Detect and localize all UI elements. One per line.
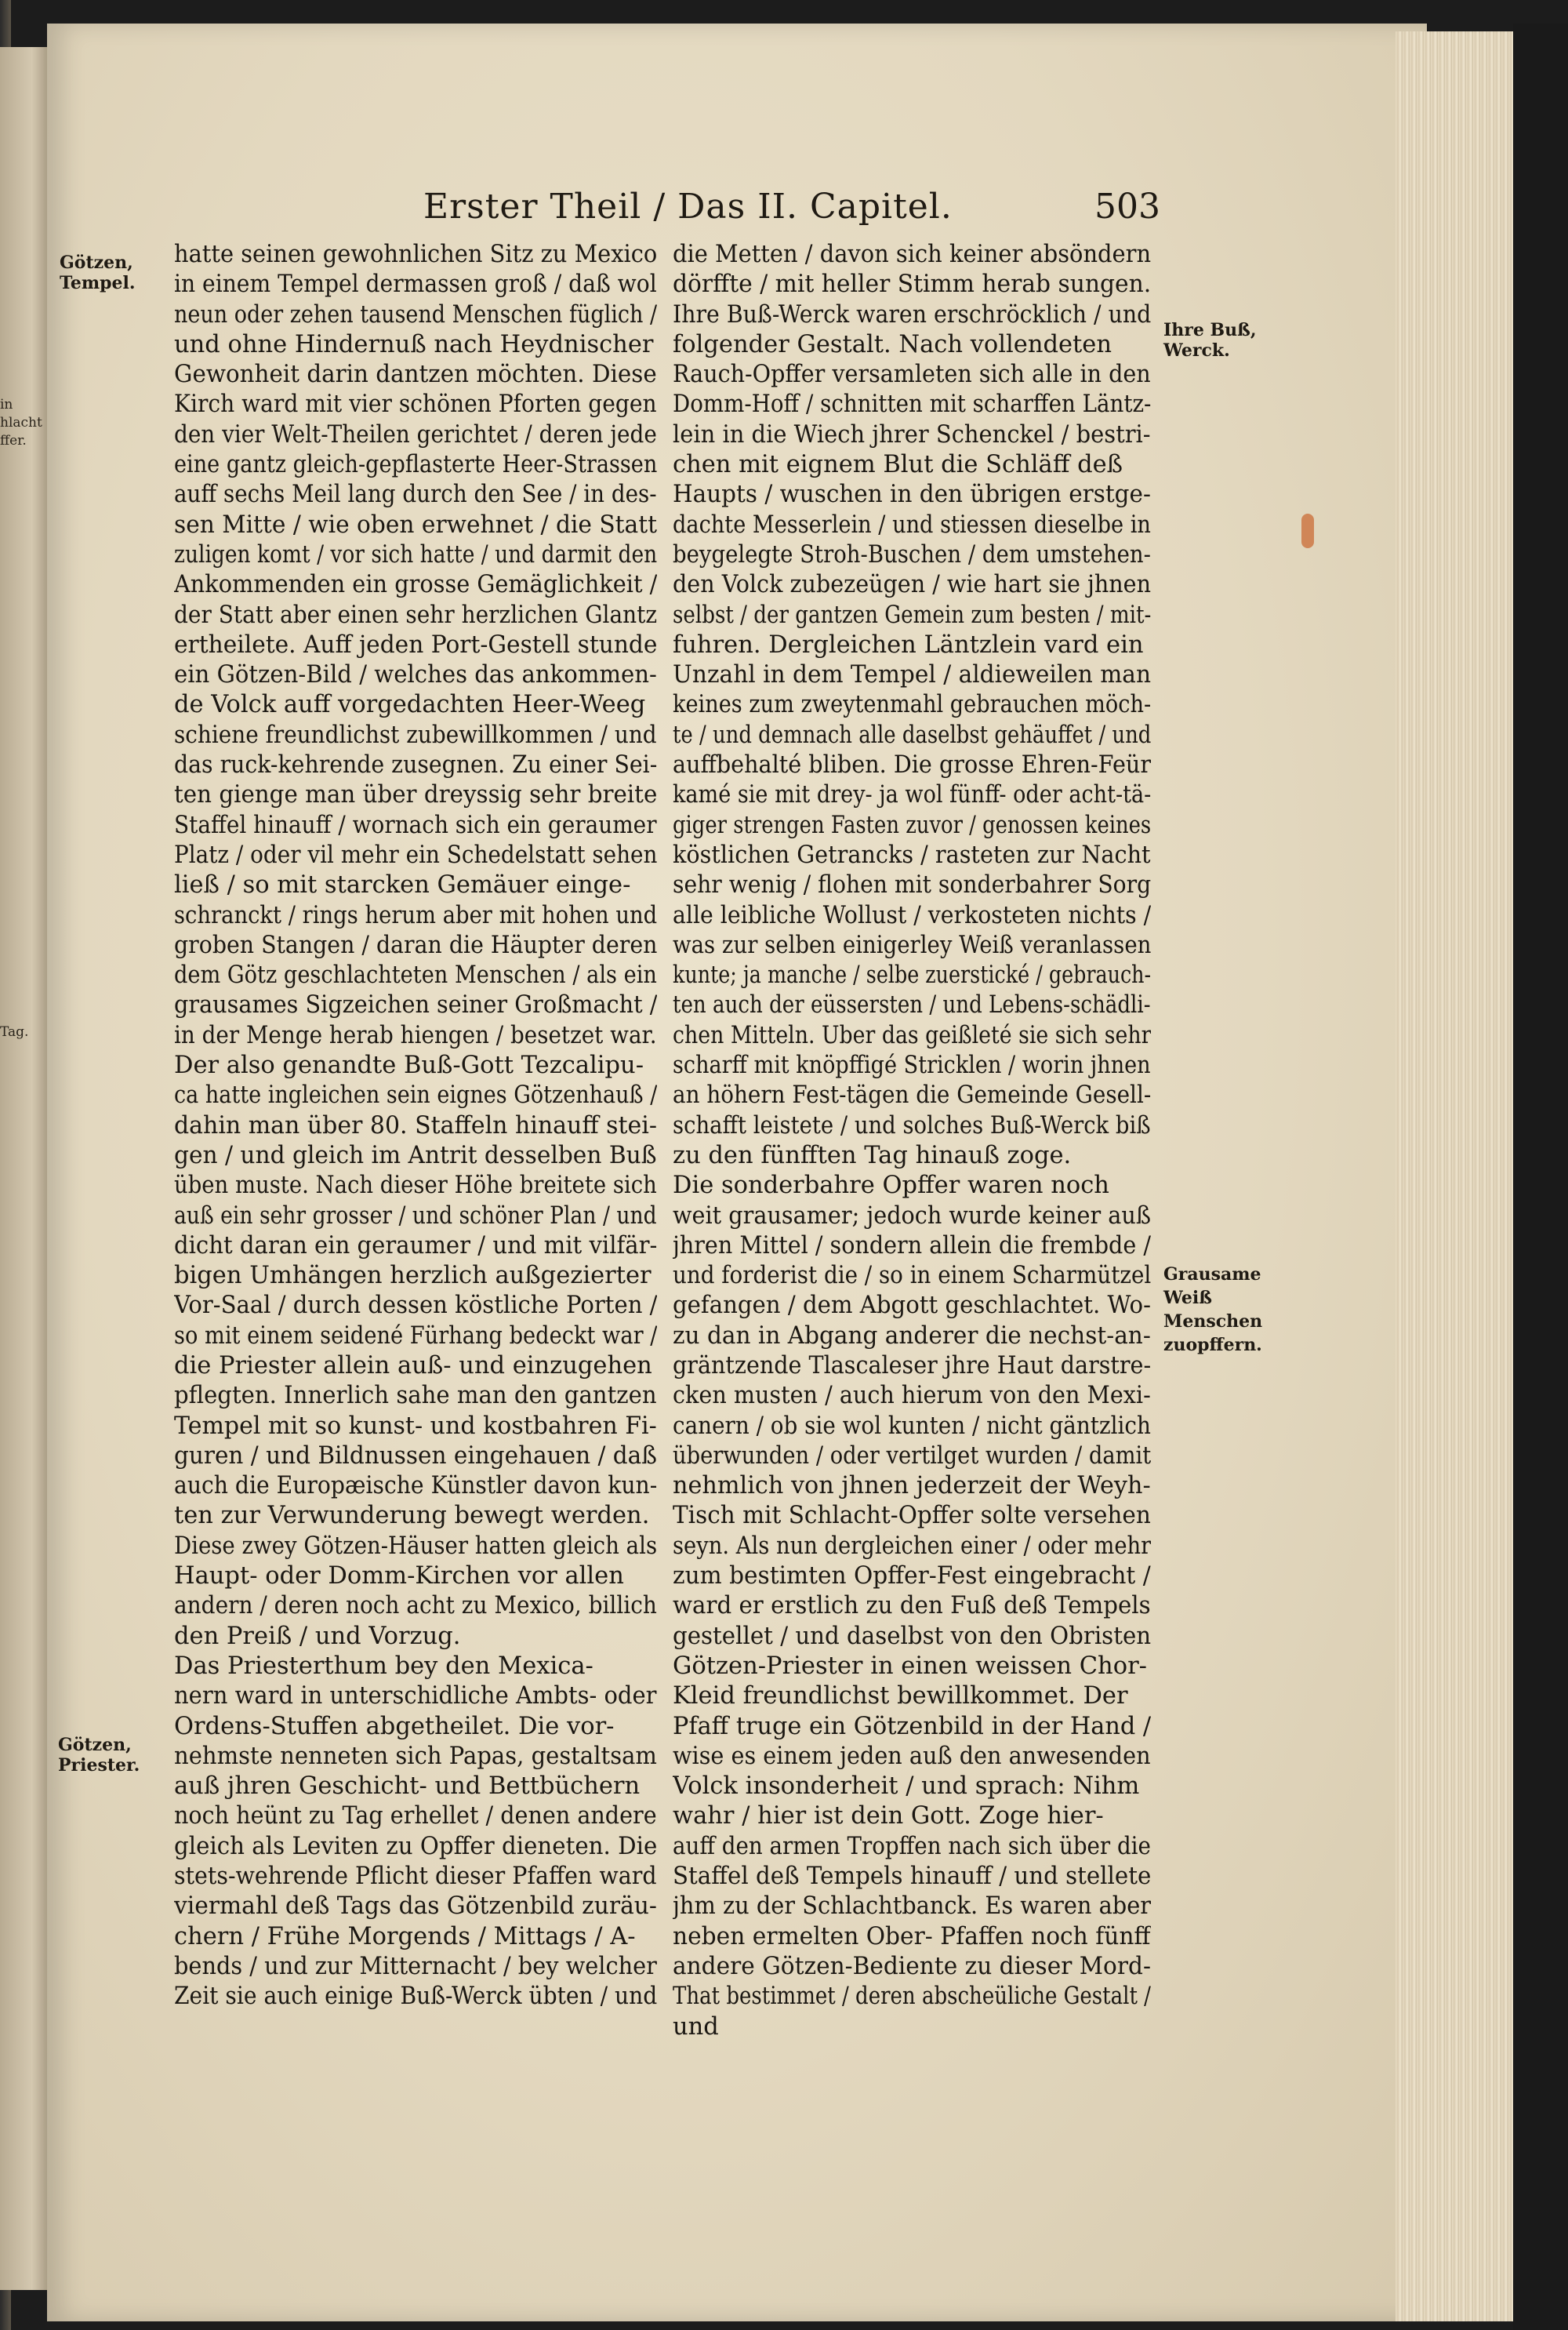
text-line: und <box>673 2012 719 2041</box>
left-text-column <box>174 240 657 2012</box>
text-line: ten auch der eüssersten / und Lebens-schädli- <box>673 991 1151 1020</box>
prev-margin-fragment: in <box>0 397 13 413</box>
text-line: den Preiß / und Vorzug. <box>174 1622 461 1650</box>
text-line: seyn. Als nun dergleichen einer / oder mehr <box>673 1532 1152 1560</box>
text-line: Zeit sie auch einige Buß-Werck übten / und <box>174 1983 658 2011</box>
text-line: auff den armen Tropffen nach sich über die <box>673 1832 1151 1860</box>
text-line: den vier Welt-Theilen gerichtet / deren jede <box>174 420 657 449</box>
background-shadow <box>1513 24 1568 2330</box>
text-line: hatte seinen gewohnlichen Sitz zu Mexico <box>174 241 657 268</box>
text-line: die Metten / davon sich keiner absöndern <box>673 241 1151 268</box>
text-line: in einem Tempel dermassen groß / daß wol <box>174 271 657 299</box>
margin-note-bußwerck: Ihre Buß, Werck. <box>1163 320 1257 361</box>
text-line: pflegten. Innerlich sahe man den gantzen <box>174 1382 657 1410</box>
text-line: Pfaff truge ein Götzenbild in der Hand / <box>673 1712 1152 1740</box>
page-stack-edge <box>1396 31 1515 2321</box>
text-line: lein in die Wiech jhrer Schenckel / bestri- <box>673 420 1151 449</box>
text-line: zu den fünfften Tag hinauß zoge. <box>673 1141 1072 1169</box>
text-line: Ihre Buß-Werck waren erschröcklich / und <box>673 300 1152 329</box>
text-line: te / und demnach alle daselbst gehäuffet / und <box>673 721 1152 749</box>
text-line: groben Stangen / daran die Häupter deren <box>174 931 657 959</box>
text-line: nehmste nenneten sich Papas, gestaltsam <box>174 1742 657 1770</box>
text-line: Gewonheit darin dantzen möchten. Diese <box>174 361 657 389</box>
text-line: dörffte / mit heller Stimm herab sungen. <box>673 271 1151 299</box>
previous-page-edge <box>0 47 53 2290</box>
text-line: Das Priesterthum bey den Mexica- <box>174 1652 593 1680</box>
text-line: Haupt- oder Domm-Kirchen vor allen <box>174 1562 624 1590</box>
text-line: kunte; ja manche / selbe zuerstické / gebrauch- <box>673 961 1152 990</box>
text-line: was zur selben einigerley Weiß veranlassen <box>673 931 1151 959</box>
text-line: zum bestimten Opffer-Fest eingebracht / <box>673 1562 1151 1590</box>
text-line: giger strengen Fasten zuvor / genossen keines <box>673 811 1151 839</box>
text-line: de Volck auff vorgedachten Heer-Weeg <box>174 691 646 719</box>
text-line: keines zum zweytenmahl gebrauchen möch- <box>673 691 1151 719</box>
text-line: das ruck-kehrende zusegnen. Zu einer Sei- <box>174 751 657 780</box>
margin-note-goetzen-priester: Götzen, Priester. <box>58 1735 140 1776</box>
text-line: selbst / der gantzen Gemein zum besten / mit- <box>673 601 1151 629</box>
text-line: auffbehalté bliben. Die grosse Ehren-Feür <box>673 751 1152 780</box>
text-line: Ankommenden ein grosse Gemäglichkeit / <box>174 571 657 599</box>
text-line: in der Menge herab hiengen / besetzet war. <box>174 1021 657 1049</box>
text-line: köstlichen Getrancks / rasteten zur Nacht <box>673 841 1151 869</box>
text-line: überwunden / oder vertilget wurden / damit <box>673 1441 1151 1470</box>
text-line: gefangen / dem Abgott geschlachtet. Wo- <box>673 1292 1151 1320</box>
text-line: und forderist die / so in einem Scharmützel <box>673 1262 1152 1290</box>
text-line: ertheilete. Auff jeden Port-Gestell stunde <box>174 631 657 659</box>
text-line: ten gienge man über dreyssig sehr breite <box>174 781 658 809</box>
text-line: Der also genandte Buß-Gott Tezcalipu- <box>174 1052 644 1080</box>
text-line: weit grausamer; jedoch wurde keiner auß <box>673 1201 1151 1230</box>
text-line: ein Götzen-Bild / welches das ankommen- <box>174 661 657 689</box>
text-line: kamé sie mit drey- ja wol fünff- oder acht-tä- <box>673 781 1151 809</box>
text-line: auß jhren Geschicht- und Bettbüchern <box>174 1772 641 1801</box>
text-line: der Statt aber einen sehr herzlichen Glantz <box>174 601 658 629</box>
text-line: Unzahl in dem Tempel / aldieweilen man <box>673 661 1152 689</box>
text-line: dicht daran ein geraumer / und mit vilfär- <box>174 1231 658 1260</box>
text-line: schafft leistete / und solches Buß-Werck biß <box>673 1111 1151 1140</box>
text-line: bigen Umhängen herzlich außgezierter <box>174 1262 652 1290</box>
text-line: ließ / so mit starcken Gemäuer einge- <box>174 871 631 900</box>
text-line: nehmlich von jhnen jederzeit der Weyh- <box>673 1472 1151 1500</box>
text-line: an höhern Fest-tägen die Gemeinde Gesell- <box>673 1081 1151 1110</box>
text-line: den Volck zubezeügen / wie hart sie jhnen <box>673 571 1151 599</box>
text-line: üben muste. Nach dieser Höhe breitete sich <box>174 1172 657 1200</box>
text-line: Ordens-Stuffen abgetheilet. Die vor- <box>174 1712 615 1740</box>
text-line: auff sechs Meil lang durch den See / in des- <box>174 481 657 509</box>
text-line: ward er erstlich zu den Fuß deß Tempels <box>673 1592 1151 1620</box>
text-line: sen Mitte / wie oben erwehnet / die Statt <box>174 511 657 539</box>
text-line: schranckt / rings herum aber mit hohen und <box>174 901 658 929</box>
text-line: dahin man über 80. Staffeln hinauff stei- <box>174 1111 658 1140</box>
text-line: neun oder zehen tausend Menschen füglich / <box>174 300 658 329</box>
text-line: jhren Mittel / sondern allein die frembde / <box>673 1231 1151 1260</box>
margin-note-menschenopfer: Grausame Weiß Menschen zuopffern. <box>1163 1264 1263 1355</box>
text-line: canern / ob sie wol kunten / nicht gäntzlich <box>673 1412 1151 1440</box>
text-line: Domm-Hoff / schnitten mit scharffen Läntz- <box>673 391 1151 419</box>
text-line: so mit einem seidené Fürhang bedeckt war / <box>174 1321 658 1350</box>
text-line: dem Götz geschlachteten Menschen / als ein <box>174 961 657 990</box>
text-line: fuhren. Dergleichen Läntzlein vard ein <box>673 631 1144 659</box>
text-line: cken musten / auch hierum von den Mexi- <box>673 1382 1151 1410</box>
text-line: Diese zwey Götzen-Häuser hatten gleich als <box>174 1532 658 1560</box>
text-line: Götzen-Priester in einen weissen Chor- <box>673 1652 1147 1680</box>
prev-margin-fragment: ffer. <box>0 433 27 449</box>
text-line: viermahl deß Tags das Götzenbild zuräu- <box>174 1892 657 1921</box>
text-line: wahr / hier ist dein Gott. Zoge hier- <box>673 1802 1104 1830</box>
text-line: Haupts / wuschen in den übrigen erstge- <box>673 481 1151 509</box>
text-line: gen / und gleich im Antrit desselben Buß <box>174 1141 657 1169</box>
text-line: zuligen komt / vor sich hatte / und darmit den <box>174 540 657 569</box>
text-line: gräntzende Tlascaleser jhre Haut darstre- <box>673 1351 1151 1379</box>
text-line: andern / deren noch acht zu Mexico, billich <box>174 1592 657 1620</box>
stain-mark <box>1301 514 1314 548</box>
text-line: Die sonderbahre Opffer waren noch <box>673 1172 1109 1200</box>
text-line: gleich als Leviten zu Opffer dieneten. Die <box>174 1832 657 1860</box>
page-number: 503 <box>1094 187 1160 227</box>
text-line: Tisch mit Schlacht-Opffer solte versehen <box>673 1502 1151 1530</box>
text-line: neben ermelten Ober- Pfaffen noch fünff <box>673 1922 1151 1950</box>
text-line: Vor-Saal / durch dessen köstliche Porten / <box>174 1292 658 1320</box>
text-line: jhm zu der Schlachtbanck. Es waren aber <box>673 1892 1152 1921</box>
text-line: andere Götzen-Bediente zu dieser Mord- <box>673 1952 1151 1980</box>
text-line: ten zur Verwunderung bewegt werden. <box>174 1502 650 1530</box>
text-line: Tempel mit so kunst- und kostbahren Fi- <box>174 1412 657 1440</box>
text-line: folgender Gestalt. Nach vollendeten <box>673 330 1112 358</box>
text-line: chen mit eignem Blut die Schläff deß <box>673 451 1123 479</box>
margin-note-goetzen-tempel: Götzen, Tempel. <box>60 253 136 293</box>
text-line: die Priester allein auß- und einzugehen <box>174 1351 652 1379</box>
text-line: nern ward in unterschidliche Ambts- oder <box>174 1682 657 1710</box>
text-line: alle leibliche Wollust / verkosteten nichts / <box>673 901 1152 929</box>
text-line: auß ein sehr grosser / und schöner Plan / und <box>174 1201 657 1230</box>
text-line: stets-wehrende Pflicht dieser Pfaffen ward <box>174 1863 657 1891</box>
text-line: dachte Messerlein / und stiessen dieselbe in <box>673 511 1151 539</box>
text-line: Rauch-Opffer versamleten sich alle in den <box>673 361 1151 389</box>
right-text-column <box>673 240 1151 2042</box>
text-line: eine gantz gleich-gepflasterte Heer-Strassen <box>174 451 658 479</box>
text-line: gestellet / und daselbst von den Obristen <box>673 1622 1151 1650</box>
text-line: Staffel hinauff / wornach sich ein geraumer <box>174 811 657 839</box>
text-line: auch die Europæische Künstler davon kun- <box>174 1472 657 1500</box>
text-line: Volck insonderheit / und sprach: Nihm <box>673 1772 1140 1801</box>
text-line: zu dan in Abgang anderer die nechst-an- <box>673 1321 1151 1350</box>
page-header <box>423 187 1160 234</box>
text-line: bends / und zur Mitternacht / bey welcher <box>174 1952 657 1980</box>
text-line: That bestimmet / deren abscheüliche Gestalt / <box>673 1983 1151 2011</box>
text-line: grausames Sigzeichen seiner Großmacht / <box>174 991 658 1020</box>
text-line: beygelegte Stroh-Buschen / dem umstehen- <box>673 540 1151 569</box>
text-line: schiene freundlichst zubewillkommen / und <box>174 721 657 749</box>
text-line: und ohne Hindernuß nach Heydnischer <box>174 330 654 358</box>
text-line: guren / und Bildnussen eingehauen / daß <box>174 1441 657 1470</box>
running-title: Erster Theil / Das II. Capitel. <box>423 187 953 227</box>
text-line: Staffel deß Tempels hinauff / und stellete <box>673 1863 1151 1891</box>
text-line: ca hatte ingleichen sein eignes Götzenhauß / <box>174 1081 657 1110</box>
text-line: scharff mit knöpffigé Stricklen / worin jhnen <box>673 1052 1151 1080</box>
text-line: Platz / oder vil mehr ein Schedelstatt sehen <box>174 841 658 869</box>
text-line: Kirch ward mit vier schönen Pforten gegen <box>174 391 657 419</box>
text-line: Kleid freundlichst bewillkommet. Der <box>673 1682 1128 1710</box>
text-line: chern / Frühe Morgends / Mittags / A- <box>174 1922 636 1950</box>
prev-margin-fragment: Tag. <box>0 1024 29 1040</box>
text-line: chen Mitteln. Uber das geißleté sie sich sehr <box>673 1021 1152 1049</box>
text-line: wise es einem jeden auß den anwesenden <box>673 1742 1151 1770</box>
text-line: noch heünt zu Tag erhellet / denen andere <box>174 1802 657 1830</box>
text-line: sehr wenig / flohen mit sonderbahrer Sorg <box>673 871 1151 900</box>
prev-margin-fragment: hlacht <box>0 415 42 431</box>
